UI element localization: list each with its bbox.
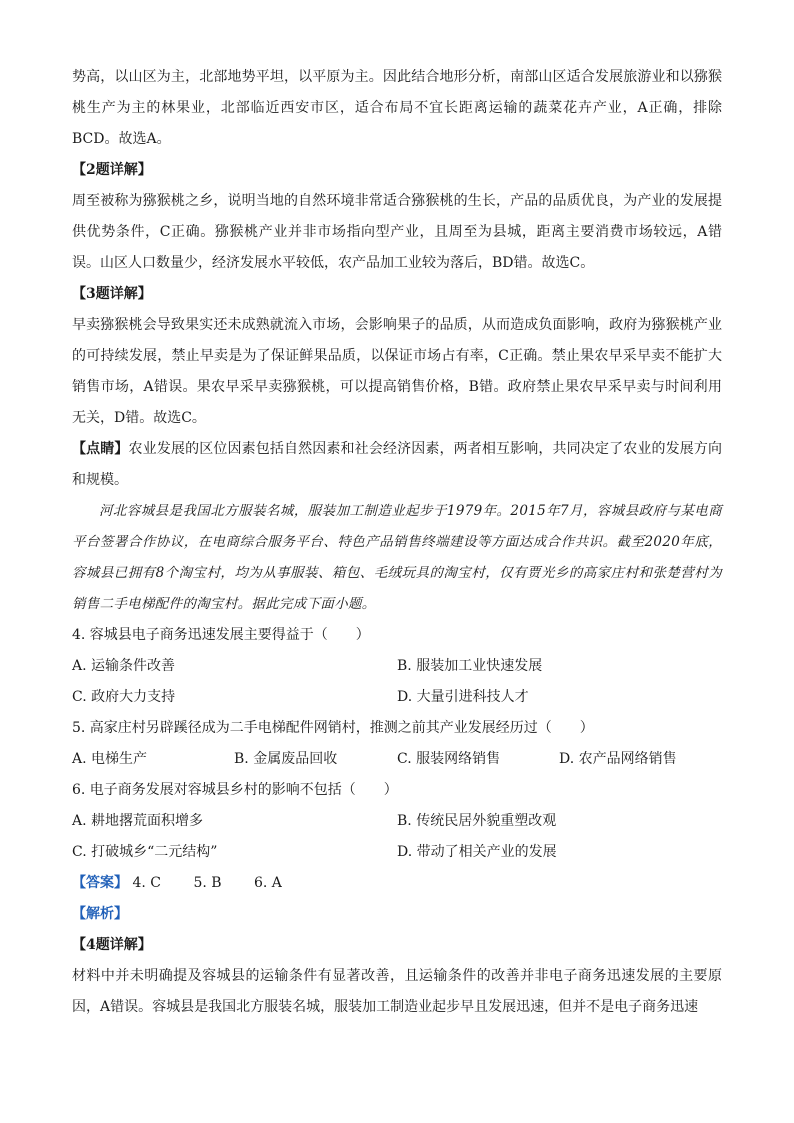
paragraph-q3-explanation: 早卖猕猴桃会导致果实还未成熟就流入市场，会影响果子的品质，从而造成负面影响，政府为猕猴桃产业的可持续发展，禁止早卖是为了保证鲜果品质，以保证市场占有率，C正确。禁止果农早采早卖不能扩大销售市场，A错误。果农早采早卖猕猴桃，可以提高销售价格，B错。政府禁止果农早采早卖与时间利用无关，D错。故选C。 <box>72 317 722 426</box>
option-d: D. 农产品网络销售 <box>559 751 677 767</box>
dianjing-label: 【点睛】 <box>72 441 129 457</box>
question-6-options <box>72 806 722 868</box>
heading-q2-detail: 【2题详解】 <box>72 162 152 178</box>
option-c: C. 服装网络销售 <box>397 751 501 767</box>
paragraph-dianjing <box>72 434 722 496</box>
option-c: C. 打破城乡“二元结构” <box>72 844 218 860</box>
question-4-stem: 4. 容城县电子商务迅速发展主要得益于（ ） <box>72 627 370 643</box>
paragraph-q2-explanation: 周至被称为猕猴桃之乡，说明当地的自然环境非常适合猕猴桃的生长，产品的品质优良，为产业的发展提供优势条件，C正确。猕猴桃产业并非市场指向型产业，且周至为县城，距离主要消费市场较远，A错误。山区人口数量少，经济发展水平较低，农产品加工业较为落后，BD错。故选C。 <box>72 193 722 271</box>
answer-label: 【答案】 <box>72 875 128 891</box>
heading-q4-detail: 【4题详解】 <box>72 937 152 953</box>
answer-item: 6. A <box>254 875 282 891</box>
option-a: A. 电梯生产 <box>72 751 148 767</box>
question-4-options <box>72 651 722 713</box>
option-d: D. 带动了相关产业的发展 <box>397 844 557 860</box>
paragraph-q4-explanation: 材料中并未明确提及容城县的运输条件有显著改善，且运输条件的改善并非电子商务迅速发展的主要原因，A错误。容城县是我国北方服装名城，服装加工制造业起步早且发展迅速，但并不是电子商务迅速 <box>72 968 722 1015</box>
paragraph-q1-explanation-continued: 势高，以山区为主，北部地势平坦，以平原为主。因此结合地形分析，南部山区适合发展旅游业和以猕猴桃生产为主的林果业，北部临近西安市区，适合布局不宜长距离运输的蔬菜花卉产业，A正确，排除BCD。故选A。 <box>72 69 722 147</box>
option-d: D. 大量引进科技人才 <box>397 689 529 705</box>
option-b: B. 传统民居外貌重塑改观 <box>397 813 557 829</box>
question-5-stem: 5. 高家庄村另辟蹊径成为二手电梯配件网销村，推测之前其产业发展经历过（ ） <box>72 720 594 736</box>
option-a: A. 运输条件改善 <box>72 658 176 674</box>
option-b: B. 服装加工业快速发展 <box>397 658 543 674</box>
dianjing-text: 农业发展的区位因素包括自然因素和社会经济因素，两者相互影响，共同决定了农业的发展方向和规模。 <box>72 441 723 488</box>
document-page <box>72 62 722 1023</box>
question-5-options <box>72 744 722 775</box>
heading-q3-detail: 【3题详解】 <box>72 286 152 302</box>
answer-item: 4. C <box>132 875 161 891</box>
answer-line <box>72 868 722 899</box>
option-b: B. 金属废品回收 <box>234 751 338 767</box>
material-passage: 河北容城县是我国北方服装名城，服装加工制造业起步于1979年。2015年7月，容城县政府与某电商平台签署合作协议，在电商综合服务平台、特色产品销售终端建设等方面达成合作共识。截至2020年底，容城县已拥有8个淘宝村，均为从事服装、箱包、毛绒玩具的淘宝村，仅有贾光乡的高家庄村和张楚营村为销售二手电梯配件的淘宝村。据此完成下面小题。 <box>72 503 722 612</box>
option-a: A. 耕地撂荒面积增多 <box>72 813 204 829</box>
analysis-label: 【解析】 <box>72 906 128 922</box>
option-c: C. 政府大力支持 <box>72 689 176 705</box>
question-6-stem: 6. 电子商务发展对容城县乡村的影响不包括（ ） <box>72 782 398 798</box>
answer-item: 5. B <box>193 875 222 891</box>
